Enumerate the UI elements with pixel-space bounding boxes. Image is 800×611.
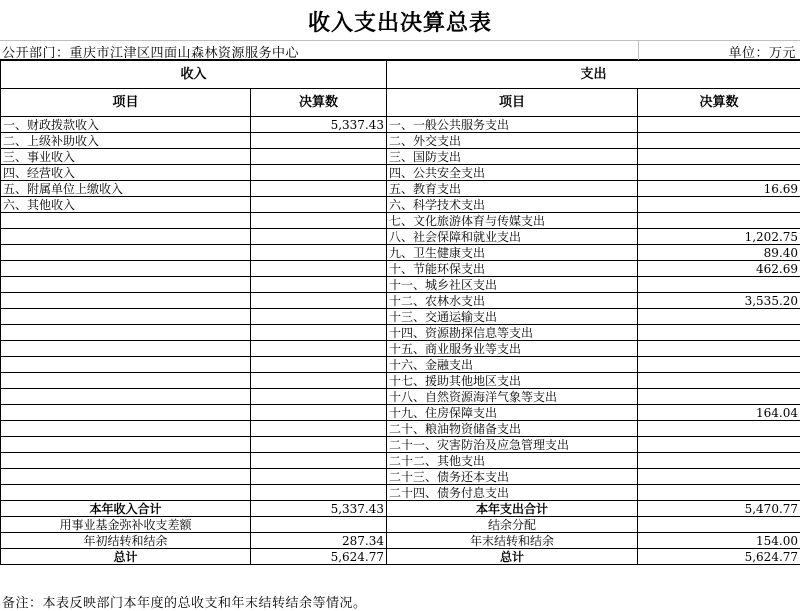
table-row [1,357,800,373]
income-amount-cell [251,149,387,165]
income-amount-cell [251,213,387,229]
summary-income-label: 用事业基金弥补收支差额 [1,517,251,533]
income-item-cell: 一、财政拨款收入 [1,117,251,133]
income-item-cell [1,293,251,309]
expense-item-cell: 五、教育支出 [387,181,638,197]
section-header-row [1,61,800,89]
expense-amount-cell [638,357,800,373]
expense-item-cell: 四、公共安全支出 [387,165,638,181]
table-row [1,405,800,421]
income-amount-cell: 5,337.43 [251,117,387,133]
summary-income-value: 5,624.77 [251,549,387,565]
expense-amount-cell [638,373,800,389]
income-item-cell [1,261,251,277]
income-amount-cell [251,229,387,245]
income-amount-cell [251,405,387,421]
summary-income-label: 年初结转和结余 [1,533,251,549]
income-item-cell: 三、事业收入 [1,149,251,165]
income-amount-cell [251,357,387,373]
expense-amount-cell [638,453,800,469]
expense-amount-cell: 89.40 [638,245,800,261]
expense-item-cell: 十六、金融支出 [387,357,638,373]
table-row [1,261,800,277]
info-divider [638,41,639,60]
summary-expense-value [638,517,800,533]
income-item-cell [1,229,251,245]
income-amount-cell [251,245,387,261]
income-amount-cell [251,261,387,277]
summary-expense-label: 结余分配 [387,517,638,533]
summary-expense-value: 5,470.77 [638,501,800,517]
expense-amount-cell [638,133,800,149]
summary-expense-label: 本年支出合计 [387,501,638,517]
income-amount-cell [251,277,387,293]
income-amount-cell [251,293,387,309]
expense-item-cell: 十四、资源勘探信息等支出 [387,325,638,341]
table-row [1,117,800,133]
income-item-cell [1,469,251,485]
income-amount-cell [251,133,387,149]
expense-item-cell: 八、社会保障和就业支出 [387,229,638,245]
expense-item-cell: 二十一、灾害防治及应急管理支出 [387,437,638,453]
income-item-cell: 二、上级补助收入 [1,133,251,149]
table-row [1,421,800,437]
expense-item-cell: 一、一般公共服务支出 [387,117,638,133]
table-row [1,437,800,453]
table-row [1,469,800,485]
income-item-cell [1,405,251,421]
table-row [1,213,800,229]
expense-amount-cell [638,117,800,133]
income-item-header: 项目 [1,89,251,117]
table-row [1,197,800,213]
income-item-cell [1,341,251,357]
expense-item-cell: 二十二、其他支出 [387,453,638,469]
table-row [1,293,800,309]
expense-amount-cell [638,325,800,341]
expense-amount-cell: 164.04 [638,405,800,421]
income-amount-cell [251,181,387,197]
income-item-cell [1,453,251,469]
summary-expense-label: 年末结转和结余 [387,533,638,549]
expense-amount-cell: 16.69 [638,181,800,197]
expense-item-cell: 十三、交通运输支出 [387,309,638,325]
expense-item-cell: 十七、援助其他地区支出 [387,373,638,389]
table-row [1,389,800,405]
expense-item-cell: 二十三、债务还本支出 [387,469,638,485]
expense-amount-cell [638,277,800,293]
income-item-cell [1,357,251,373]
income-amount-cell [251,389,387,405]
expense-item-cell: 十一、城乡社区支出 [387,277,638,293]
annual-total-row [1,501,800,517]
income-amount-cell [251,325,387,341]
expense-item-cell: 三、国防支出 [387,149,638,165]
expense-amount-header: 决算数 [638,89,800,117]
table-row [1,485,800,501]
expense-section-header: 支出 [387,61,800,89]
expense-amount-cell [638,149,800,165]
expense-item-cell: 六、科学技术支出 [387,197,638,213]
income-amount-cell [251,341,387,357]
balance-row [1,533,800,549]
summary-expense-value: 154.00 [638,533,800,549]
income-amount-cell [251,485,387,501]
expense-item-cell: 十二、农林水支出 [387,293,638,309]
expense-amount-cell [638,469,800,485]
info-bar [0,40,800,60]
expense-item-cell: 七、文化旅游体育与传媒支出 [387,213,638,229]
income-amount-header: 决算数 [251,89,387,117]
income-item-cell [1,213,251,229]
income-amount-cell [251,165,387,181]
income-item-cell [1,437,251,453]
table-row [1,373,800,389]
income-item-cell [1,325,251,341]
summary-income-value: 287.34 [251,533,387,549]
income-item-cell [1,421,251,437]
income-item-cell [1,309,251,325]
expense-amount-cell: 462.69 [638,261,800,277]
grand-total-row [1,549,800,565]
income-item-cell [1,485,251,501]
expense-amount-cell [638,341,800,357]
summary-expense-value: 5,624.77 [638,549,800,565]
expense-amount-cell [638,309,800,325]
fund-gap-row [1,517,800,533]
income-section-header: 收入 [1,61,387,89]
expense-amount-cell [638,421,800,437]
expense-amount-cell: 1,202.75 [638,229,800,245]
expense-item-cell: 二、外交支出 [387,133,638,149]
income-amount-cell [251,309,387,325]
table-row [1,277,800,293]
budget-table [0,60,800,565]
expense-item-header: 项目 [387,89,638,117]
footnote: 备注：本表反映部门本年度的总收支和年末结转结余等情况。 [2,592,367,611]
table-row [1,341,800,357]
income-item-cell: 六、其他收入 [1,197,251,213]
income-item-cell: 四、经营收入 [1,165,251,181]
expense-item-cell: 二十、粮油物资储备支出 [387,421,638,437]
column-header-row [1,89,800,117]
expense-item-cell: 九、卫生健康支出 [387,245,638,261]
table-row [1,325,800,341]
income-amount-cell [251,197,387,213]
income-item-cell [1,389,251,405]
table-row [1,181,800,197]
expense-amount-cell [638,389,800,405]
unit-label: 单位：万元 [728,42,796,61]
income-amount-cell [251,469,387,485]
expense-item-cell: 十五、商业服务业等支出 [387,341,638,357]
table-body [1,61,800,565]
table-row [1,149,800,165]
expense-amount-cell [638,213,800,229]
table-row [1,245,800,261]
summary-income-label: 总计 [1,549,251,565]
expense-item-cell: 十、节能环保支出 [387,261,638,277]
income-item-cell: 五、附属单位上缴收入 [1,181,251,197]
expense-item-cell: 十八、自然资源海洋气象等支出 [387,389,638,405]
summary-expense-label: 总计 [387,549,638,565]
expense-amount-cell [638,485,800,501]
table-row [1,309,800,325]
table-row [1,165,800,181]
page-title: 收入支出决算总表 [0,6,800,37]
expense-item-cell: 二十四、债务付息支出 [387,485,638,501]
income-item-cell [1,245,251,261]
summary-income-value: 5,337.43 [251,501,387,517]
income-amount-cell [251,373,387,389]
income-amount-cell [251,421,387,437]
income-amount-cell [251,437,387,453]
income-item-cell [1,277,251,293]
income-amount-cell [251,453,387,469]
expense-amount-cell [638,437,800,453]
income-item-cell [1,373,251,389]
table-row [1,229,800,245]
table-row [1,453,800,469]
expense-amount-cell [638,165,800,181]
expense-amount-cell [638,197,800,213]
expense-item-cell: 十九、住房保障支出 [387,405,638,421]
expense-amount-cell: 3,535.20 [638,293,800,309]
summary-income-value [251,517,387,533]
department-label: 公开部门：重庆市江津区四面山森林资源服务中心 [2,42,299,61]
table-row [1,133,800,149]
summary-income-label: 本年收入合计 [1,501,251,517]
